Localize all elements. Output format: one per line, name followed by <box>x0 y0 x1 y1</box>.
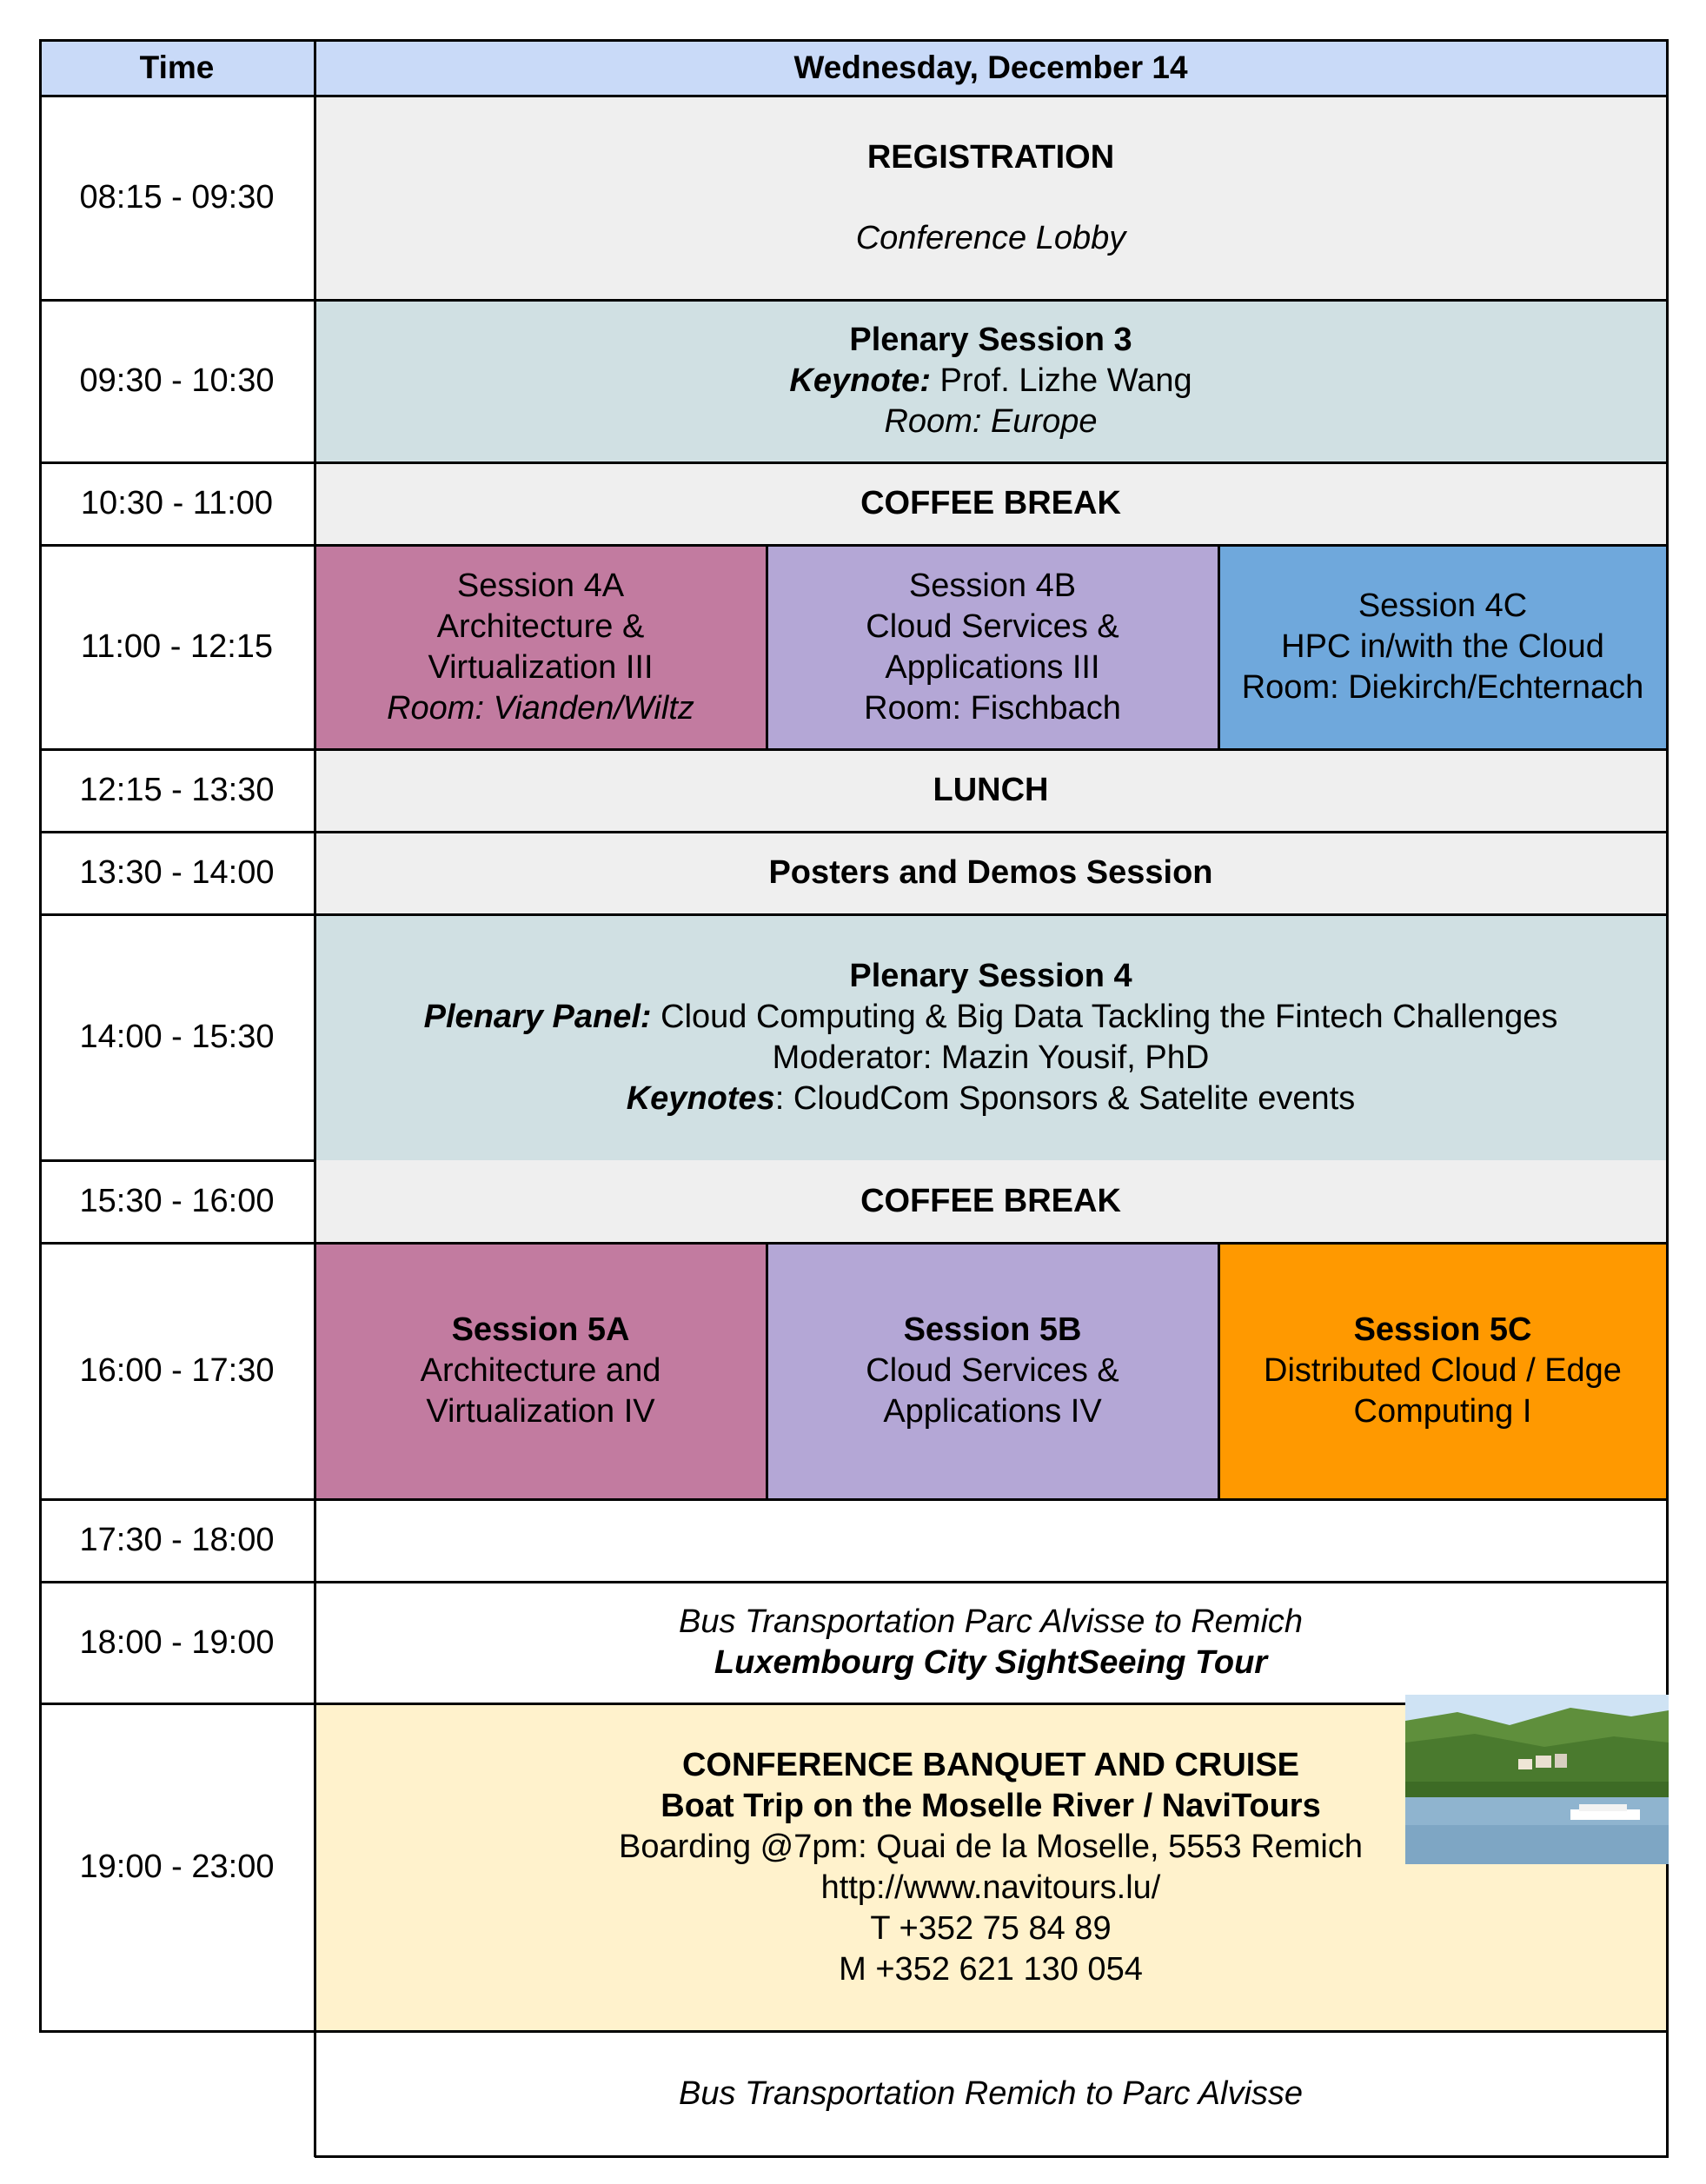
grid-line <box>39 2030 1669 2033</box>
plenary-session-3-cell <box>315 300 1667 462</box>
plenary4-keynotes <box>627 1079 1356 1119</box>
banquet-boarding: Boarding @7pm: Quai de la Moselle, 5553 Remich <box>618 1828 1364 1865</box>
grid-line <box>39 39 1669 42</box>
grid-line <box>39 831 1669 833</box>
time-label: 17:30 - 18:00 <box>79 1522 275 1558</box>
session-5b-cell <box>767 1243 1218 1499</box>
banquet-subtitle: Boat Trip on the Moselle River / NaviTours <box>660 1787 1321 1824</box>
bus1-route: Bus Transportation Parc Alvisse to Remich <box>678 1603 1304 1640</box>
session-5a-topic-1: Architecture and <box>420 1352 661 1389</box>
session-4b-topic-2: Applications III <box>885 648 1100 686</box>
plenary3-keynote <box>789 361 1192 402</box>
panel-value: Cloud Computing & Big Data Tackling the Fintech Challenges <box>651 998 1558 1035</box>
session-5a-cell <box>315 1243 767 1499</box>
time-label: 09:30 - 10:30 <box>79 362 275 399</box>
house <box>1536 1756 1551 1768</box>
time-label: 10:30 - 11:00 <box>80 485 274 521</box>
house <box>1555 1754 1567 1768</box>
posters-demos-cell <box>315 832 1667 914</box>
banquet-url-link[interactable]: http://www.navitours.lu/ <box>820 1869 1161 1906</box>
grid-line <box>39 1581 1669 1583</box>
plenary-session-4-cell <box>315 914 1667 1160</box>
registration-cell <box>315 96 1667 300</box>
registration-location: Conference Lobby <box>855 219 1126 256</box>
time-cell-gap <box>39 1499 315 1582</box>
coffee-break-label: COFFEE BREAK <box>860 485 1121 521</box>
session-5a-title: Session 5A <box>451 1311 630 1348</box>
time-label: 12:15 - 13:30 <box>79 772 275 808</box>
time-cell-sessions4 <box>39 545 315 749</box>
session-4c-topic: HPC in/with the Cloud <box>1281 628 1604 665</box>
session-4c-title: Session 4C <box>1357 587 1528 624</box>
session-4b-topic-1: Cloud Services & <box>866 607 1119 645</box>
grid-line <box>39 39 42 2033</box>
time-cell-sessions5 <box>39 1243 315 1499</box>
panel-label: Plenary Panel: <box>423 998 652 1035</box>
time-column-header <box>39 39 315 96</box>
time-cell-bus1 <box>39 1582 315 1703</box>
session-4a-cell <box>315 545 767 749</box>
river-reflection <box>1405 1825 1669 1864</box>
plenary4-moderator: Moderator: Mazin Yousif, PhD <box>772 1039 1210 1076</box>
session-4a-topic-2: Virtualization III <box>428 648 654 686</box>
time-label: 15:30 - 16:00 <box>79 1183 275 1219</box>
session-4b-room: Room: Fischbach <box>864 689 1121 727</box>
session-4a-topic-1: Architecture & <box>436 607 645 645</box>
riverbank <box>1405 1782 1669 1799</box>
session-4b-title: Session 4B <box>908 567 1077 604</box>
time-cell-lunch <box>39 749 315 832</box>
time-cell-coffee2 <box>39 1160 315 1243</box>
time-cell-coffee1 <box>39 462 315 545</box>
time-label: 19:00 - 23:00 <box>79 1849 275 1885</box>
time-header-label: Time <box>139 50 215 85</box>
grid-line <box>39 95 1669 97</box>
time-label: 16:00 - 17:30 <box>79 1352 275 1389</box>
grid-line <box>39 544 1669 547</box>
grid-line <box>314 39 316 2157</box>
session-4c-room: Room: Diekirch/Echternach <box>1241 669 1644 706</box>
boat-deck <box>1579 1804 1627 1811</box>
moselle-cruise-illustration <box>1405 1695 1669 1864</box>
session-5c-cell <box>1218 1243 1667 1499</box>
grid-line <box>39 461 1669 464</box>
posters-label: Posters and Demos Session <box>768 854 1213 891</box>
time-cell-plenary4 <box>39 914 315 1160</box>
plenary4-title: Plenary Session 4 <box>849 957 1132 994</box>
time-label: 08:15 - 09:30 <box>79 179 275 216</box>
plenary4-panel <box>424 997 1558 1038</box>
session-5b-title: Session 5B <box>903 1311 1082 1348</box>
lunch-cell <box>315 749 1667 832</box>
session-5a-topic-2: Virtualization IV <box>426 1393 655 1430</box>
lunch-label: LUNCH <box>933 772 1049 808</box>
plenary3-room: Room: Europe <box>884 403 1098 440</box>
time-cell-posters <box>39 832 315 914</box>
coffee-break-1-cell <box>315 462 1667 545</box>
grid-line <box>1218 545 1220 749</box>
time-cell-bus2-empty <box>39 2031 315 2157</box>
keynotes-label: Keynotes <box>626 1079 775 1117</box>
moselle-cruise-photo <box>1405 1695 1669 1864</box>
grid-line <box>39 748 1669 751</box>
grid-line <box>1218 1243 1220 1499</box>
banquet-phone: T +352 75 84 89 <box>870 1909 1112 1947</box>
keynote-value: Prof. Lizhe Wang <box>930 362 1192 399</box>
grid-line <box>39 299 1669 302</box>
time-cell-banquet <box>39 1703 315 2031</box>
session-5c-title: Session 5C <box>1353 1311 1532 1348</box>
time-label: 14:00 - 15:30 <box>79 1019 275 1055</box>
grid-line <box>766 545 768 749</box>
session-5c-topic-1: Distributed Cloud / Edge <box>1264 1352 1622 1389</box>
session-4b-cell <box>767 545 1218 749</box>
time-label: 11:00 - 12:15 <box>80 628 274 665</box>
grid-line <box>39 1498 1669 1501</box>
session-4a-room: Room: Vianden/Wiltz <box>387 689 694 727</box>
time-cell-registration <box>39 96 315 300</box>
empty-cell <box>315 1499 1667 1582</box>
bus-transport-2-cell <box>315 2031 1667 2157</box>
coffee-break-2-cell <box>315 1160 1667 1243</box>
time-cell-plenary3 <box>39 300 315 462</box>
grid-line <box>39 913 1669 916</box>
grid-line <box>39 1159 315 1162</box>
session-5b-topic-2: Applications IV <box>883 1393 1102 1430</box>
time-label: 18:00 - 19:00 <box>79 1623 275 1661</box>
keynote-label: Keynote: <box>789 362 931 399</box>
coffee-break-label: COFFEE BREAK <box>860 1183 1121 1219</box>
house <box>1518 1759 1532 1769</box>
registration-title: REGISTRATION <box>866 138 1115 176</box>
day-column-header <box>315 39 1667 96</box>
session-5b-topic-1: Cloud Services & <box>866 1352 1119 1389</box>
grid-line <box>766 1243 768 1499</box>
grid-line <box>315 2155 1669 2158</box>
day-header-label: Wednesday, December 14 <box>793 50 1188 85</box>
keynotes-value: : CloudCom Sponsors & Satelite events <box>774 1079 1356 1117</box>
banquet-title: CONFERENCE BANQUET AND CRUISE <box>681 1746 1300 1783</box>
grid-line <box>39 1242 1669 1245</box>
session-5c-topic-2: Computing I <box>1353 1393 1532 1430</box>
bus2-route: Bus Transportation Remich to Parc Alvisse <box>678 2075 1304 2112</box>
session-4c-cell <box>1218 545 1667 749</box>
session-4a-title: Session 4A <box>456 567 625 604</box>
bus1-tour: Luxembourg City SightSeeing Tour <box>714 1644 1268 1681</box>
banquet-mobile: M +352 621 130 054 <box>839 1950 1143 1988</box>
time-label: 13:30 - 14:00 <box>79 854 275 891</box>
plenary3-title: Plenary Session 3 <box>849 322 1132 358</box>
bus-transport-1-cell <box>315 1582 1667 1703</box>
